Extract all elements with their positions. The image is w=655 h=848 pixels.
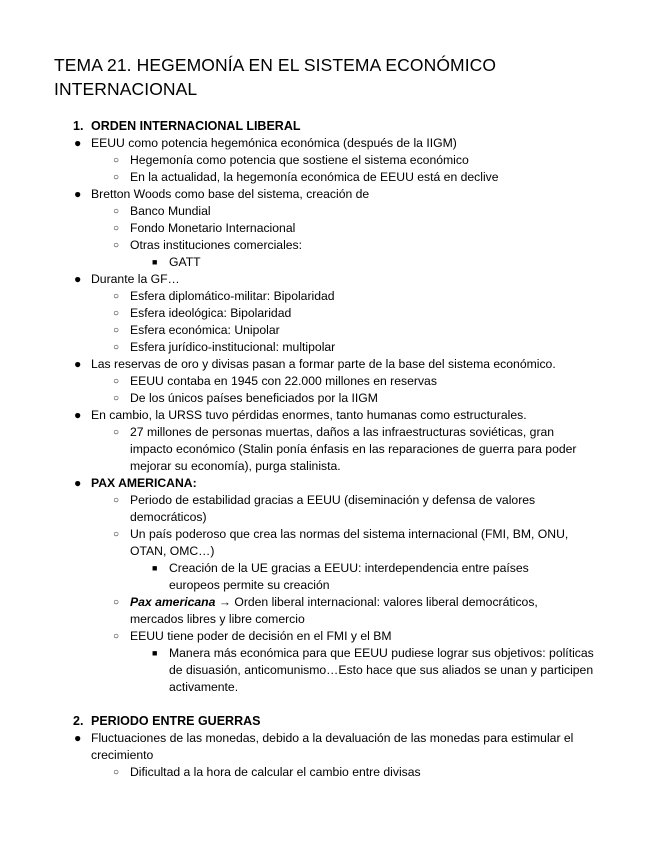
list-item-text: Las reservas de oro y divisas pasan a formar parte de la base del sistema económico.: [91, 357, 556, 371]
bullet-icon: ○: [113, 325, 120, 336]
list-item-text: Periodo de estabilidad gracias a EEUU (diseminación y defensa de valores democráticos): [130, 493, 536, 524]
list-item-text: Fluctuaciones de las monedas, debido a la devaluación de las monedas para estimular el crecimiento: [91, 731, 574, 762]
list-item-text: GATT: [169, 255, 201, 269]
section-heading-text: ORDEN INTERNACIONAL LIBERAL: [91, 119, 301, 133]
bullet-icon: ●: [74, 187, 82, 201]
list-item-text: 27 millones de personas muertas, daños a las infraestructuras soviéticas, gran impacto económico (Stalin ponía énfasis en las reparaciones de guerra para poder mejorar su economía), purga stalinista.: [130, 425, 577, 473]
list-item: [74, 271, 611, 288]
section-heading-text: PERIODO ENTRE GUERRAS: [91, 714, 261, 728]
list-item-text: → Orden liberal internacional: valores liberal democráticos, mercados libres y libre comercio: [130, 595, 538, 626]
list-item-text: Manera más económica para que EEUU pudiese lograr sus objetivos: políticas de disuasión, anticomunismo…Esto hace que sus aliados se unan y participen activamente.: [169, 646, 594, 694]
bullet-icon: ○: [113, 767, 120, 778]
list-item: [113, 305, 610, 322]
bullet-icon: ○: [113, 597, 120, 608]
list-item-text: De los únicos países beneficiados por la IIGM: [130, 391, 378, 405]
list-item: [74, 356, 611, 373]
bullet-icon: ○: [113, 376, 120, 387]
list-item: [74, 135, 611, 152]
document-title: TEMA 21. HEGEMONÍA EN EL SISTEMA ECONÓMICO INTERNACIONAL: [54, 55, 497, 99]
list-item-text: Dificultad a la hora de calcular el cambio entre divisas: [130, 765, 421, 779]
list-item-text: Un país poderoso que crea las normas del sistema internacional (FMI, BM, ONU, OTAN, OMC…): [130, 527, 569, 558]
list-item-text: EEUU como potencia hegemónica económica (después de la IIGM): [91, 136, 457, 150]
list-item: [113, 373, 610, 390]
bullet-icon: ○: [113, 495, 120, 506]
list-item: [113, 526, 600, 560]
list-item: [113, 424, 590, 475]
list-item-text: Esfera ideológica: Bipolaridad: [130, 306, 292, 320]
list-item-text: EEUU tiene poder de decisión en el FMI y el BM: [130, 629, 392, 643]
bullet-icon: ○: [113, 206, 120, 217]
list-item-text: En la actualidad, la hegemonía económica de EEUU está en declive: [130, 170, 499, 184]
bullet-icon: ■: [152, 257, 158, 267]
bullet-icon: ■: [152, 563, 158, 573]
bullet-icon: ●: [74, 476, 82, 490]
bullet-icon: ○: [113, 172, 120, 183]
list-item-text: Esfera jurídico-institucional: multipolar: [130, 340, 336, 354]
bullet-icon: ●: [74, 731, 82, 745]
list-item-emphasis: Pax americana: [130, 595, 216, 609]
list-item-text: Otras instituciones comerciales:: [130, 238, 303, 252]
list-item-text: En cambio, la URSS tuvo pérdidas enormes, tanto humanas como estructurales.: [91, 408, 527, 422]
list-item-text: Hegemonía como potencia que sostiene el sistema económico: [130, 153, 469, 167]
list-item: [113, 237, 610, 254]
bullet-icon: ○: [113, 529, 120, 540]
list-item-text: Fondo Monetario Internacional: [130, 221, 296, 235]
list-item: [74, 407, 611, 424]
list-item: [113, 492, 575, 526]
list-item: [113, 322, 610, 339]
list-item: [113, 169, 610, 186]
list-item-text: Bretton Woods como base del sistema, creación de: [91, 187, 370, 201]
list-item: [74, 475, 611, 492]
list-item: [152, 645, 604, 696]
bullet-icon: ●: [74, 408, 82, 422]
list-item-text: EEUU contaba en 1945 con 22.000 millones en reservas: [130, 374, 437, 388]
bullet-icon: ○: [113, 155, 120, 166]
section-heading-1: [73, 118, 301, 135]
bullet-icon: ○: [113, 240, 120, 251]
section-heading-2: [73, 713, 260, 730]
list-item: [74, 730, 611, 764]
bullet-icon: ●: [74, 272, 82, 286]
bullet-icon: ●: [74, 136, 82, 150]
bullet-icon: ○: [113, 342, 120, 353]
bullet-icon: ○: [113, 223, 120, 234]
list-item: [113, 152, 610, 169]
list-item: [113, 390, 610, 407]
list-item: [152, 560, 569, 594]
list-item: [113, 628, 610, 645]
list-item: [113, 288, 610, 305]
list-item-text: Esfera diplomático-militar: Bipolaridad: [130, 289, 335, 303]
bullet-icon: ○: [113, 631, 120, 642]
bullet-icon: ■: [152, 648, 158, 658]
list-item: [113, 594, 590, 628]
section-number: 2.: [73, 714, 84, 728]
list-item-text: Durante la GF…: [91, 272, 180, 286]
list-item-text: Esfera económica: Unipolar: [130, 323, 280, 337]
list-item: [113, 220, 610, 237]
list-item: [113, 339, 610, 356]
list-item-text: Banco Mundial: [130, 204, 211, 218]
bullet-icon: ○: [113, 427, 120, 438]
list-item: [113, 764, 610, 781]
list-item-text: PAX AMERICANA:: [91, 476, 197, 490]
list-item-text: Creación de la UE gracias a EEUU: interdependencia entre países europeos permite su creación: [169, 561, 529, 592]
bullet-icon: ○: [113, 308, 120, 319]
bullet-icon: ○: [113, 291, 120, 302]
bullet-icon: ○: [113, 393, 120, 404]
list-item: [74, 186, 611, 203]
list-item: [113, 203, 610, 220]
section-number: 1.: [73, 119, 84, 133]
bullet-icon: ●: [74, 357, 82, 371]
list-item: [152, 254, 609, 271]
